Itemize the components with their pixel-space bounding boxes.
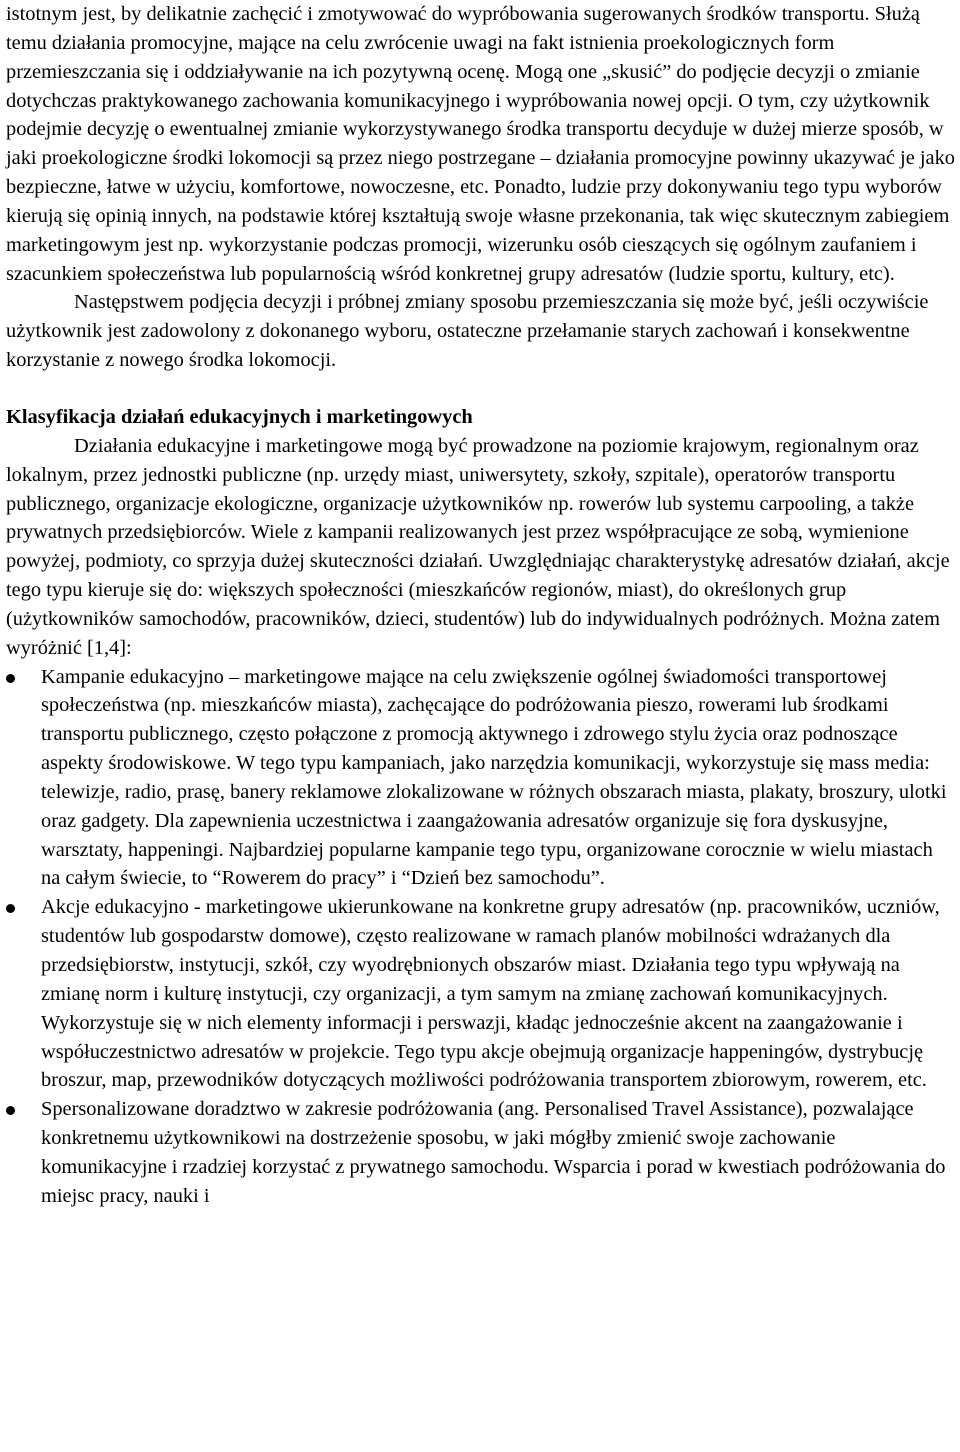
list-item-text: Spersonalizowane doradztwo w zakresie podróżowania (ang. Personalised Travel Assistance), pozwalające konkretnemu użytkownikowi na dostrzeżenie sposobu, w jaki mógłby zmienić swoje zachowanie komunikacyjne i rzadziej korzystać z prywatnego samochodu. Wsparcia i porad w kwestiach podróżowania do miejsc pracy, nauki i — [41, 1098, 946, 1207]
bullet-list — [6, 663, 956, 1211]
second-paragraph: Następstwem podjęcia decyzji i próbnej zmiany sposobu przemieszczania się może być, jeśli oczywiście użytkownik jest zadowolony z dokonanego wyboru, ostateczne przełamanie starych zachowań i konsekwentne korzystanie z nowego środka lokomocji. — [6, 291, 929, 372]
list-item-text: Akcje edukacyjno - marketingowe ukierunkowane na konkretne grupy adresatów (np. pracowników, uczniów, studentów lub gospodarstw domowe), często realizowane w ramach planów mobilności wdrażanych dla przedsiębiorstw, instytucji, szkół, czy wyodrębnionych obszarów miast. Działania tego typu wpływają na zmianę norm i kulturę instytucji, czy organizacji, a tym samym na zmianę zachowań komunikacyjnych. Wykorzystuje się w nich elementy informacji i perswazji, kładąc jednocześnie akcent na zaangażowanie i współuczestnictwo adresatów w projekcie. Tego typu akcje obejmują organizacje happeningów, dystrybucję broszur, map, przewodników dotyczących możliwości podróżowania transportem zbiorowym, rowerem, etc. — [41, 896, 940, 1092]
bullet-icon — [6, 1106, 15, 1115]
list-item — [6, 663, 956, 894]
intro-paragraph: istotnym jest, by delikatnie zachęcić i zmotywować do wypróbowania sugerowanych środków transportu. Służą temu działania promocyjne, mające na celu zwrócenie uwagi na fakt istnienia proekologicznych form przemieszczania się i oddziaływanie na ich pozytywną ocenę. Mogą one „skusić” do podjęcie decyzji o zmianie dotychczas praktykowanego zachowania komunikacyjnego i wypróbowania nowej opcji. O tym, czy użytkownik podejmie decyzję o ewentualnej zmianie wykorzystywanego środka transportu decyduje w dużej mierze sposób, w jaki proekologiczne środki lokomocji są przez niego postrzegane – działania promocyjne powinny ukazywać je jako bezpieczne, łatwe w użyciu, komfortowe, nowoczesne, etc. Ponadto, ludzie przy dokonywaniu tego typu wyborów kierują się opinią innych, na podstawie której kształtują swoje własne przekonania, tak więc skutecznym zabiegiem marketingowym jest np. wykorzystanie podczas promocji, wizerunku osób cieszących się ogólnym zaufaniem i szacunkiem społeczeństwa lub popularnością wśród konkretnej grupy adresatów (ludzie sportu, kultury, etc). — [6, 3, 955, 285]
section-heading: Klasyfikacja działań edukacyjnych i marketingowych — [6, 405, 473, 428]
bullet-icon — [6, 674, 15, 683]
document-page — [6, 0, 956, 1211]
bullet-icon — [6, 904, 15, 913]
section-paragraph: Działania edukacyjne i marketingowe mogą być prowadzone na poziomie krajowym, regionalnym oraz lokalnym, przez jednostki publiczne (np. urzędy miast, uniwersytety, szkoły, szpitale), operatorów transportu publicznego, organizacje ekologiczne, organizacje użytkowników np. rowerów lub systemu carpooling, a także prywatnych przedsiębiorców. Wiele z kampanii realizowanych jest przez współpracujące ze sobą, wymienione powyżej, podmioty, co sprzyja dużej skuteczności działań. Uwzględniając charakterystykę adresatów działań, akcje tego typu kieruje się do: większych społeczności (mieszkańców regionów, miast), do określonych grup (użytkowników samochodów, pracowników, dzieci, studentów) lub do indywidualnych podróżnych. Można zatem wyróżnić [1,4]: — [6, 434, 950, 659]
list-item-text: Kampanie edukacyjno – marketingowe mające na celu zwiększenie ogólnej świadomości transportowej społeczeństwa (np. mieszkańców miasta), zachęcające do podróżowania pieszo, rowerami lub środkami transportu publicznego, często połączone z promocją aktywnego i zdrowego stylu życia oraz podnoszące aspekty środowiskowe. W tego typu kampaniach, jako narzędzia komunikacji, wykorzystuje się mass media: telewizje, radio, prasę, banery reklamowe zlokalizowane w różnych obszarach miasta, plakaty, broszury, ulotki oraz gadgety. Dla zapewnienia uczestnictwa i zaangażowania adresatów organizuje się fora dyskusyjne, warsztaty, happeningi. Najbardziej popularne kampanie tego typu, organizowane corocznie w wielu miastach na całym świecie, to “Rowerem do pracy” i “Dzień bez samochodu”. — [41, 665, 947, 890]
list-item — [6, 893, 956, 1095]
list-item — [6, 1095, 956, 1210]
